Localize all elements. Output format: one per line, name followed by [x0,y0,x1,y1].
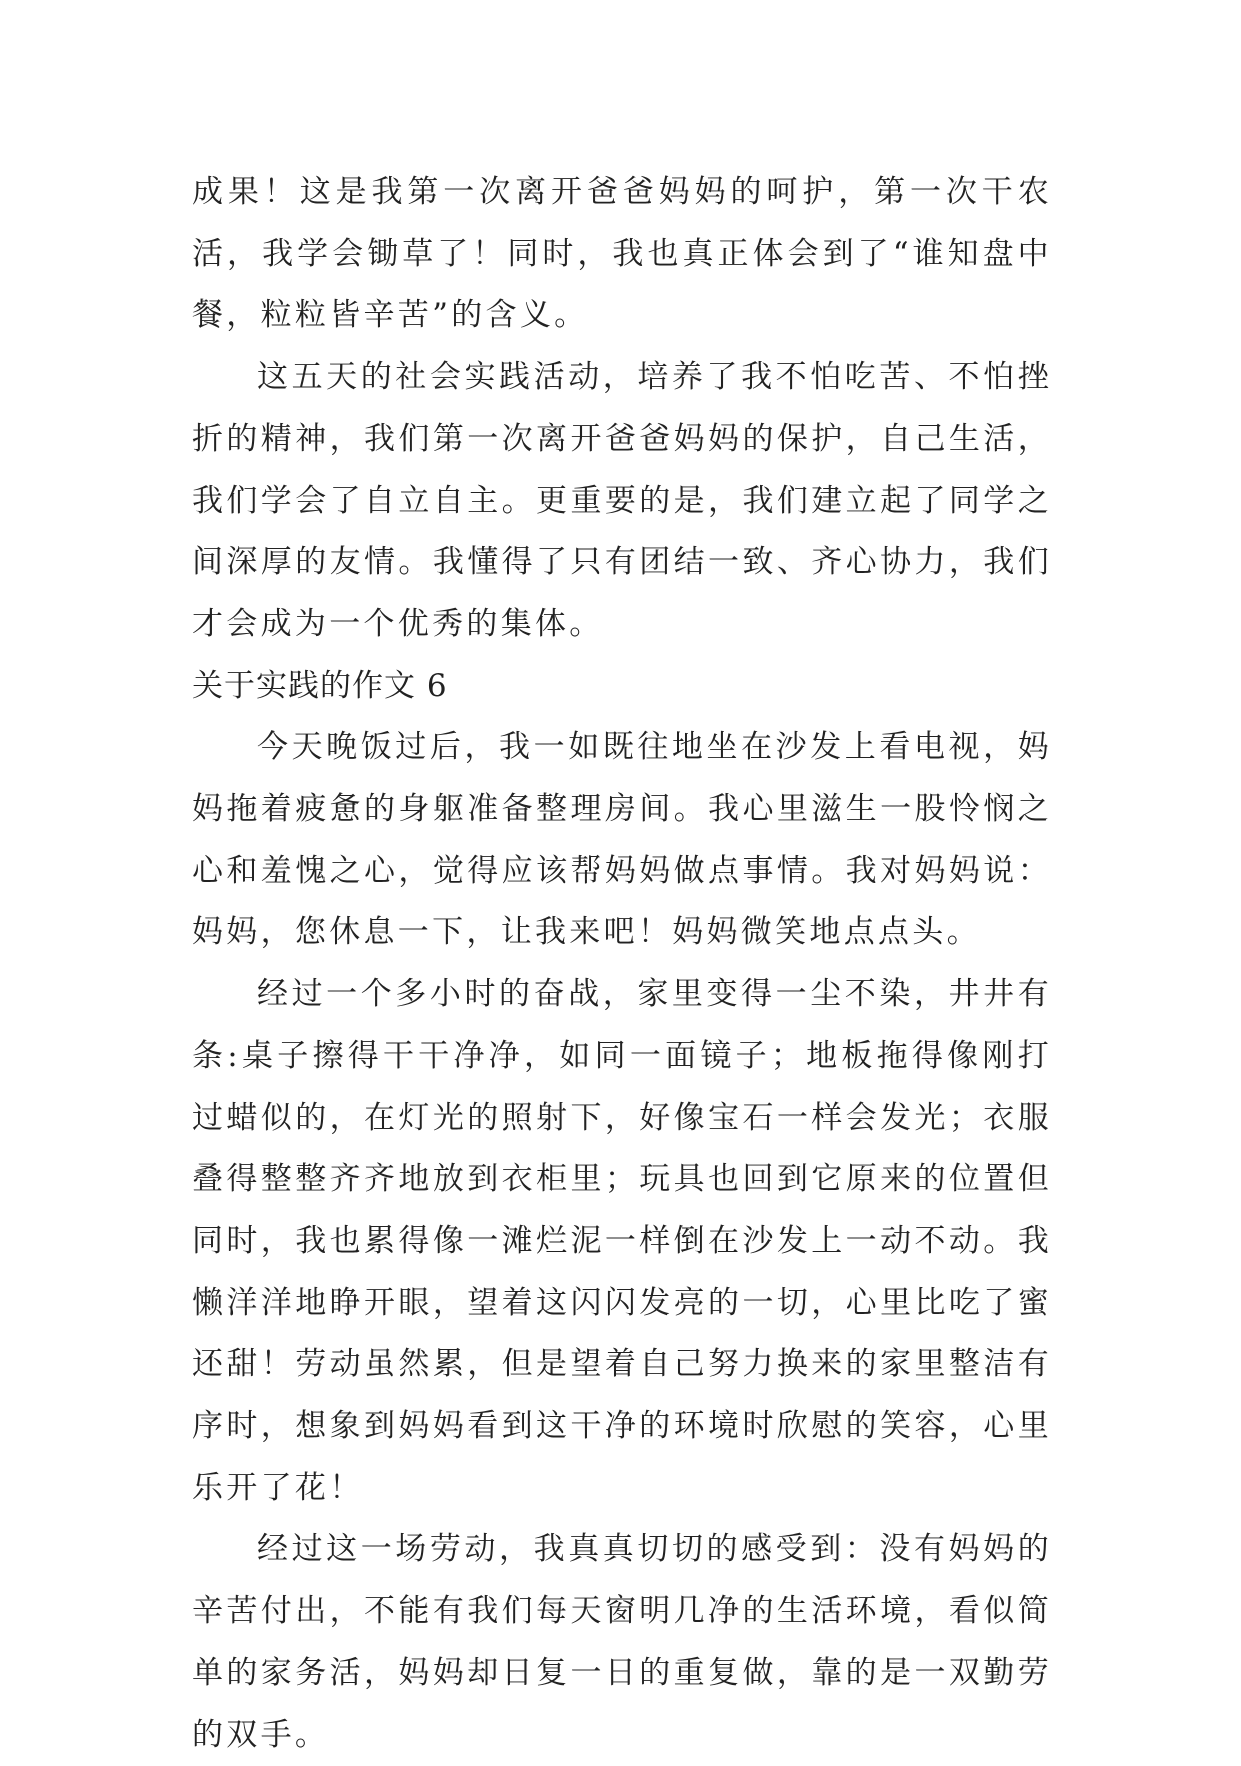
document-body [192,162,1052,1766]
paragraph-2: 这五天的社会实践活动，培养了我不怕吃苦、不怕挫折的精神，我们第一次离开爸爸妈妈的保护，自己生活，我们学会了自立自主。更重要的是，我们建立起了同学之间深厚的友情。我懂得了只有团结一致、齐心协力，我们才会成为一个优秀的集体。 [192,359,1052,642]
paragraph-3: 今天晚饭过后，我一如既往地坐在沙发上看电视，妈妈拖着疲惫的身躯准备整理房间。我心里滋生一股怜悯之心和羞愧之心，觉得应该帮妈妈做点事情。我对妈妈说：妈妈，您休息一下，让我来吧！妈妈微笑地点点头。 [192,729,1052,951]
paragraph-1: 成果！这是我第一次离开爸爸妈妈的呵护，第一次干农活，我学会锄草了！同时，我也真正体会到了“谁知盘中餐，粒粒皆辛苦”的含义。 [192,174,1052,334]
paragraph-4: 经过一个多小时的奋战，家里变得一尘不染，井井有条:桌子擦得干干净净，如同一面镜子；地板拖得像刚打过蜡似的，在灯光的照射下，好像宝石一样会发光；衣服叠得整整齐齐地放到衣柜里；玩具也回到它原来的位置但同时，我也累得像一滩烂泥一样倒在沙发上一动不动。我懒洋洋地睁开眼，望着这闪闪发亮的一切，心里比吃了蜜还甜！劳动虽然累，但是望着自己努力换来的家里整洁有序时，想象到妈妈看到这干净的环境时欣慰的笑容，心里乐开了花！ [192,976,1052,1506]
section-title: 关于实践的作文 6 [192,667,448,704]
paragraph-5: 经过这一场劳动，我真真切切的感受到：没有妈妈的辛苦付出，不能有我们每天窗明几净的生活环境，看似简单的家务活，妈妈却日复一日的重复做，靠的是一双勤劳的双手。 [192,1531,1052,1753]
